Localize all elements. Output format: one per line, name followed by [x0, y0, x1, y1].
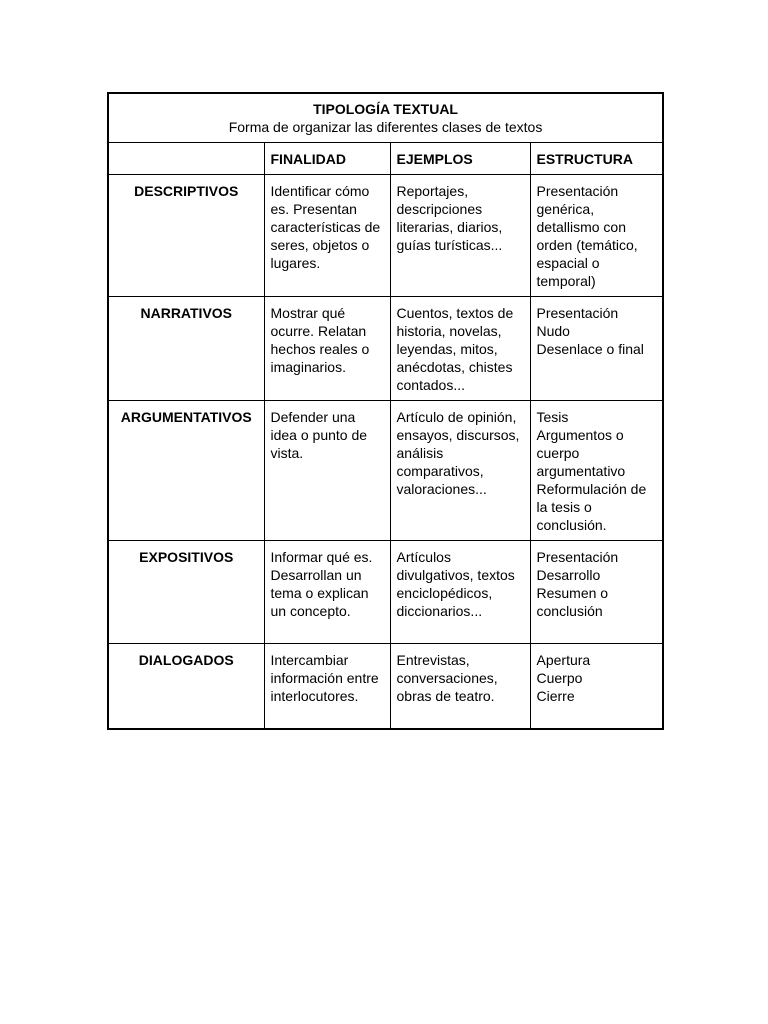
table-title-cell	[108, 93, 663, 143]
estructura-line: Apertura	[536, 652, 591, 668]
finalidad-cell: Mostrar qué ocurre. Relatan hechos reales o imaginarios.	[264, 297, 390, 401]
row-type-label: DESCRIPTIVOS	[108, 175, 264, 297]
estructura-line: Presentación	[536, 305, 619, 321]
column-header-finalidad: FINALIDAD	[264, 143, 390, 175]
table-title-row	[108, 93, 663, 143]
finalidad-cell: Intercambiar información entre interlocutores.	[264, 644, 390, 729]
estructura-line: Desarrollo	[536, 567, 601, 583]
row-type-label: NARRATIVOS	[108, 297, 264, 401]
table-row	[108, 401, 663, 541]
ejemplos-cell: Entrevistas, conversaciones, obras de teatro.	[390, 644, 530, 729]
estructura-cell	[530, 644, 663, 729]
finalidad-cell: Informar qué es. Desarrollan un tema o explican un concepto.	[264, 541, 390, 644]
finalidad-cell: Defender una idea o punto de vista.	[264, 401, 390, 541]
estructura-line: Presentación	[536, 549, 619, 565]
table-title: TIPOLOGÍA TEXTUAL	[313, 101, 458, 117]
column-header-empty	[108, 143, 264, 175]
estructura-line: Nudo	[536, 323, 570, 339]
estructura-line: Cuerpo	[536, 670, 583, 686]
ejemplos-cell: Reportajes, descripciones literarias, diarios, guías turísticas...	[390, 175, 530, 297]
row-type-label: ARGUMENTATIVOS	[108, 401, 264, 541]
estructura-line: Desenlace o final	[536, 341, 644, 357]
estructura-line: Resumen o conclusión	[536, 585, 609, 619]
estructura-cell	[530, 175, 663, 297]
table-row	[108, 175, 663, 297]
table-body	[108, 175, 663, 729]
column-header-ejemplos: EJEMPLOS	[390, 143, 530, 175]
table-row	[108, 644, 663, 729]
estructura-line: Cierre	[536, 688, 575, 704]
finalidad-cell: Identificar cómo es. Presentan características de seres, objetos o lugares.	[264, 175, 390, 297]
estructura-line: Argumentos o cuerpo argumentativo	[536, 427, 626, 479]
table-subtitle: Forma de organizar las diferentes clases de textos	[228, 119, 543, 135]
estructura-cell	[530, 297, 663, 401]
typology-table	[107, 92, 664, 730]
estructura-line: Presentación genérica, detallismo con orden (temático, espacial o temporal)	[536, 183, 638, 289]
row-type-label: DIALOGADOS	[108, 644, 264, 729]
estructura-line: Reformulación de la tesis o conclusión.	[536, 481, 647, 533]
estructura-cell	[530, 541, 663, 644]
ejemplos-cell: Cuentos, textos de historia, novelas, leyendas, mitos, anécdotas, chistes contados...	[390, 297, 530, 401]
ejemplos-cell: Artículos divulgativos, textos enciclopédicos, diccionarios...	[390, 541, 530, 644]
table-row	[108, 297, 663, 401]
column-header-row	[108, 143, 663, 175]
estructura-line: Tesis	[536, 409, 569, 425]
estructura-cell	[530, 401, 663, 541]
row-type-label: EXPOSITIVOS	[108, 541, 264, 644]
ejemplos-cell: Artículo de opinión, ensayos, discursos, análisis comparativos, valoraciones...	[390, 401, 530, 541]
document-page	[107, 92, 664, 730]
column-header-estructura: ESTRUCTURA	[530, 143, 663, 175]
table-row	[108, 541, 663, 644]
